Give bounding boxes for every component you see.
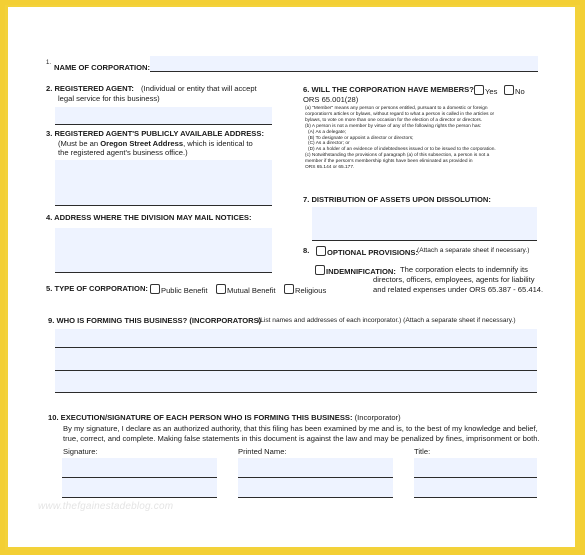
section-1-label: NAME OF CORPORATION: (54, 63, 151, 72)
declaration-text-2: true, correct, and complete. Making false statements in this document is against the law and may be penalized by fines, imprisonment or both. (63, 434, 540, 443)
definition-line: (A) As a delegate; (308, 129, 347, 135)
section-2-desc-1: (Individual or entity that will accept (141, 84, 257, 93)
section-9-note: (List names and addresses of each incorporator.) (Attach a separate sheet if necessary.) (258, 317, 516, 324)
optional-provisions-note: (Attach a separate sheet if necessary.) (417, 247, 530, 254)
declaration-text-1: By my signature, I declare as an authorized authority, that this filing has been examined by me and is, to the best of my knowledge and belief, (63, 424, 538, 433)
title-label: Title: (414, 447, 431, 456)
agent-address-field[interactable] (55, 160, 272, 205)
section-8-number: 8. (303, 246, 310, 255)
definition-line: (C) As a director; or (308, 141, 350, 147)
corporation-name-underline (150, 71, 538, 72)
indemnification-text-1: The corporation elects to indemnify its (400, 265, 528, 274)
agent-address-underline (55, 205, 272, 206)
incorporators-field[interactable] (55, 329, 537, 392)
distribution-underline (312, 240, 537, 241)
section-2-desc-2: legal service for this business) (58, 94, 160, 103)
members-definition (305, 106, 496, 171)
printed-name-line-1 (238, 477, 393, 478)
incorporators-line-3 (55, 392, 537, 393)
registered-agent-underline (55, 124, 272, 125)
definition-line: ORS 65.144 or 65.177. (305, 165, 355, 171)
definition-line: (D) As a holder of an evidence of indebtedness issued or to be issued to the corporation. (308, 147, 496, 153)
definition-line: (c) Notwithstanding the provisions of paragraph (a) of this subsection, a person is not a (305, 153, 490, 159)
signature-line-1 (62, 477, 217, 478)
members-no[interactable]: No (504, 85, 525, 97)
indemnification-text-2: directors, officers, employees, agents for liability (373, 275, 535, 284)
optional-provisions-checkbox[interactable] (316, 246, 326, 256)
distribution-field[interactable] (312, 207, 537, 240)
section-10-label: 10. EXECUTION/SIGNATURE OF EACH PERSON WHO IS FORMING THIS BUSINESS: (Incorporator) (48, 413, 401, 422)
indemnification-checkbox[interactable] (315, 265, 325, 275)
title-line-2 (414, 497, 537, 498)
section-4-label: 4. ADDRESS WHERE THE DIVISION MAY MAIL NOTICES: (46, 213, 252, 222)
watermark: www.thefgainestadeblog.com (38, 501, 174, 512)
incorporators-line-2 (55, 370, 537, 371)
definition-line: corporation's articles or bylaws, without regard to what a person is called in the articles or (305, 111, 495, 117)
printed-name-label: Printed Name: (238, 447, 287, 456)
definition-line: (B) To designate or appoint a director or directors; (308, 135, 414, 141)
indemnification[interactable]: INDEMNIFICATION: (315, 265, 396, 277)
type-public-benefit[interactable]: Public Benefit (150, 284, 207, 296)
definition-line: (a) "Member" means any person or persons entitled, pursuant to a domestic or foreign (305, 106, 488, 111)
signature-label: Signature: (63, 447, 98, 456)
type-mutual-benefit[interactable]: Mutual Benefit (216, 284, 276, 296)
members-yes[interactable]: Yes (474, 85, 497, 97)
section-3-desc-2: the registered agent's business office.) (58, 148, 188, 157)
section-9-label: 9. WHO IS FORMING THIS BUSINESS? (INCORPORATORS) (48, 316, 262, 325)
printed-name-line-2 (238, 497, 393, 498)
definition-line: member if the person's membership rights have been eliminated as provided in (305, 159, 473, 165)
mail-notices-field[interactable] (55, 228, 272, 272)
public-benefit-checkbox[interactable] (150, 284, 160, 294)
section-2-label: 2. REGISTERED AGENT: (46, 84, 134, 93)
title-line-1 (414, 477, 537, 478)
section-7-label: 7. DISTRIBUTION OF ASSETS UPON DISSOLUTION: (303, 195, 491, 204)
section-5-label: 5. TYPE OF CORPORATION: (46, 284, 148, 293)
definition-line: (b) A person is not a member by virtue of any of the following rights the person has: (305, 123, 482, 129)
religious-checkbox[interactable] (284, 284, 294, 294)
section-1-number: 1. (46, 60, 52, 66)
mail-notices-underline (55, 272, 272, 273)
incorporators-line-1 (55, 347, 537, 348)
section-6-ors: ORS 65.001(28) (303, 95, 359, 104)
indemnification-text-3: and related expenses under ORS 65.387 - 65.414. (373, 285, 544, 294)
signature-line-2 (62, 497, 217, 498)
members-no-checkbox[interactable] (504, 85, 514, 95)
section-3-desc-1: (Must be an Oregon Street Address, which is identical to (58, 139, 253, 148)
optional-provisions[interactable]: OPTIONAL PROVISIONS: (316, 246, 418, 258)
members-yes-checkbox[interactable] (474, 85, 484, 95)
section-6-label: 6. WILL THE CORPORATION HAVE MEMBERS? (303, 85, 474, 94)
definition-line: bylaws, to vote on more than one occasion for the election of a director or directors. (305, 117, 483, 123)
mutual-benefit-checkbox[interactable] (216, 284, 226, 294)
type-religious[interactable]: Religious (284, 284, 326, 296)
registered-agent-field[interactable] (55, 107, 272, 124)
section-3-label: 3. REGISTERED AGENT'S PUBLICLY AVAILABLE ADDRESS: (46, 129, 264, 138)
corporation-name-field[interactable] (150, 56, 538, 72)
